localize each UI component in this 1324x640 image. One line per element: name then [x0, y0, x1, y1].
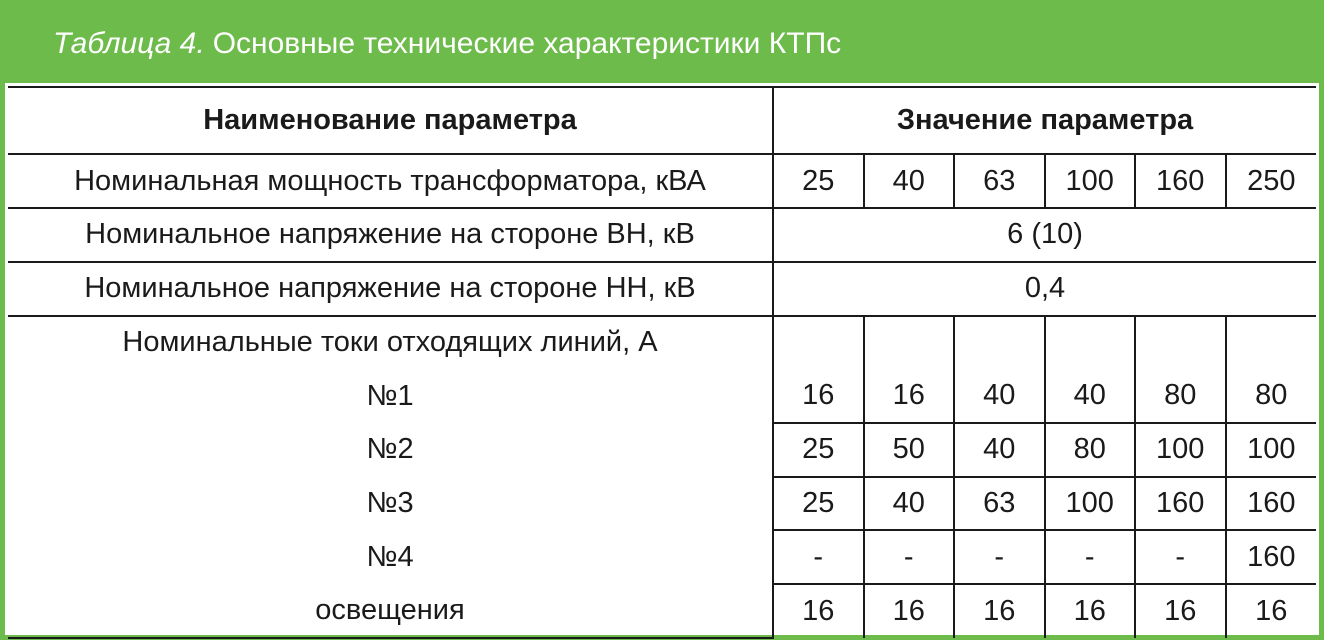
cell-empty: [864, 316, 955, 370]
cell-value: 25: [773, 154, 864, 208]
row-name: №4: [8, 530, 773, 584]
cell-value: 25: [773, 423, 864, 477]
cell-empty: [773, 316, 864, 370]
cell-value: 63: [954, 477, 1045, 531]
cell-empty: [1045, 316, 1136, 370]
cell-value: 100: [1135, 423, 1226, 477]
cell-value: -: [773, 530, 864, 584]
cell-value: -: [864, 530, 955, 584]
cell-value: 100: [1045, 154, 1136, 208]
cell-value: 16: [1045, 584, 1136, 638]
row-name: Номинальное напряжение на стороне ВН, кВ: [8, 208, 773, 262]
cell-value: 40: [864, 154, 955, 208]
row-name: Номинальное напряжение на стороне НН, кВ: [8, 262, 773, 316]
cell-value: 40: [954, 369, 1045, 423]
cell-value-merged: 0,4: [773, 262, 1316, 316]
cell-value: 16: [954, 584, 1045, 638]
row-name: №2: [8, 423, 773, 477]
row-name: №1: [8, 369, 773, 423]
cell-value: 160: [1135, 477, 1226, 531]
cell-value: 80: [1135, 369, 1226, 423]
cell-value: 40: [954, 423, 1045, 477]
specs-table: [8, 86, 1316, 639]
cell-value: 63: [954, 154, 1045, 208]
row-name: №3: [8, 477, 773, 531]
cell-value: 250: [1226, 154, 1317, 208]
cell-value: 40: [864, 477, 955, 531]
cell-value: 16: [864, 584, 955, 638]
cell-value: 16: [773, 369, 864, 423]
table-number: Таблица 4.: [53, 27, 205, 60]
cell-value: 100: [1226, 423, 1317, 477]
table-title: [5, 5, 1319, 83]
cell-value: 16: [864, 369, 955, 423]
table-row: [8, 423, 1316, 477]
cell-value: 160: [1226, 477, 1317, 531]
cell-value: -: [1135, 530, 1226, 584]
table-row: [8, 208, 1316, 262]
cell-value: 160: [1226, 530, 1317, 584]
table-row: [8, 154, 1316, 208]
table-row: [8, 584, 1316, 638]
cell-empty: [954, 316, 1045, 370]
cell-value: 80: [1226, 369, 1317, 423]
cell-value: 160: [1135, 154, 1226, 208]
cell-value-merged: 6 (10): [773, 208, 1316, 262]
table-caption: Основные технические характеристики КТПс: [212, 27, 842, 60]
cell-value: -: [1045, 530, 1136, 584]
cell-value: 80: [1045, 423, 1136, 477]
header-param-value: Значение параметра: [773, 87, 1316, 154]
table-row: [8, 369, 1316, 423]
row-group-title: Номинальные токи отходящих линий, А: [8, 316, 773, 370]
cell-value: 16: [773, 584, 864, 638]
table-row: [8, 262, 1316, 316]
row-name: Номинальная мощность трансформатора, кВА: [8, 154, 773, 208]
table-row: [8, 530, 1316, 584]
table-header-row: [8, 87, 1316, 154]
table-row: [8, 477, 1316, 531]
table-row: [8, 316, 1316, 370]
row-name: освещения: [8, 584, 773, 638]
cell-value: 16: [1226, 584, 1317, 638]
cell-empty: [1226, 316, 1317, 370]
cell-value: 100: [1045, 477, 1136, 531]
cell-value: 25: [773, 477, 864, 531]
cell-value: -: [954, 530, 1045, 584]
cell-value: 16: [1135, 584, 1226, 638]
header-param-name: Наименование параметра: [8, 87, 773, 154]
cell-value: 40: [1045, 369, 1136, 423]
cell-value: 50: [864, 423, 955, 477]
cell-empty: [1135, 316, 1226, 370]
